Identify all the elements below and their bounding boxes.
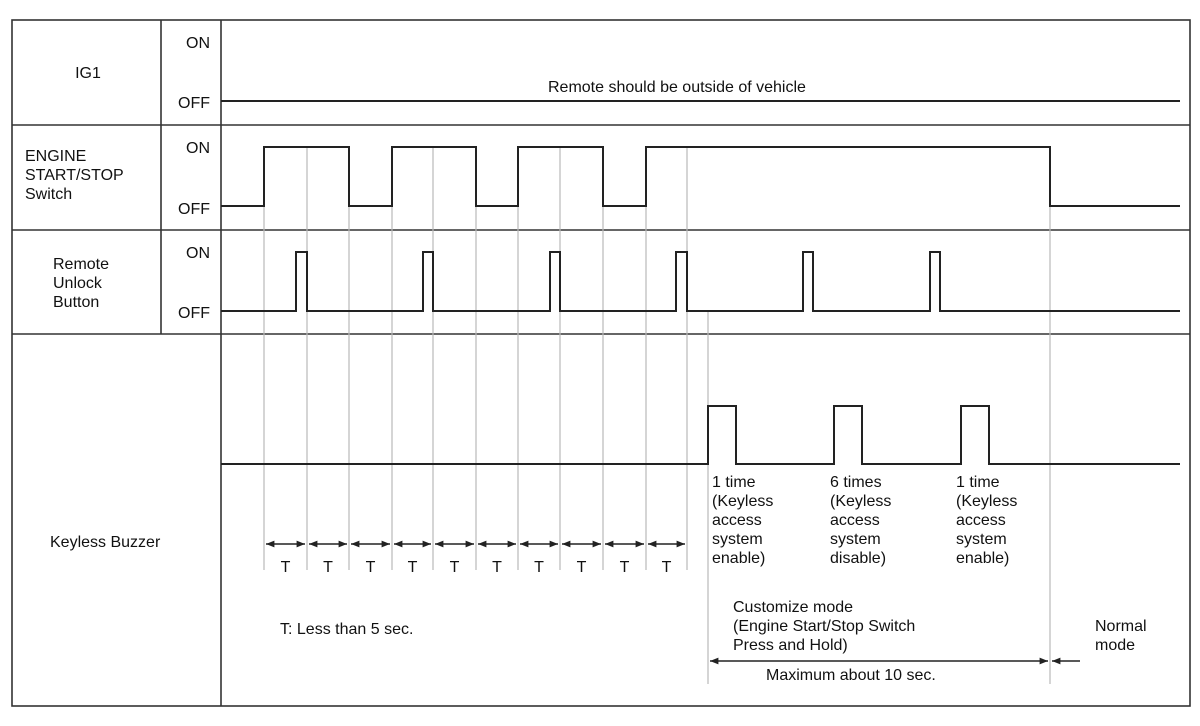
interval-label: T	[534, 559, 544, 576]
buzzer-note-3: 1 time (Keyless access system enable)	[956, 474, 1018, 567]
interval-label: T	[407, 559, 418, 576]
engine-switch-on-label: ON	[186, 140, 210, 157]
row-label-keyless-buzzer: Keyless Buzzer	[50, 534, 161, 551]
interval-label: T	[492, 559, 502, 576]
remote-unlock-off-label: OFF	[178, 305, 210, 322]
ig1-off-label: OFF	[178, 95, 210, 112]
timing-guide-lines	[264, 147, 1050, 684]
buzzer-note-2: 6 times (Keyless access system disable)	[830, 474, 892, 567]
interval-label: T	[661, 559, 672, 576]
customize-duration-label: Maximum about 10 sec.	[766, 667, 936, 684]
keyless-buzzer-waveform	[221, 406, 1180, 464]
customize-mode-label: Customize mode (Engine Start/Stop Switch Press and Hold)	[733, 599, 916, 654]
interval-label: T	[449, 559, 460, 576]
row-label-engine-switch: ENGINE START/STOP Switch	[25, 148, 124, 203]
remote-unlock-on-label: ON	[186, 245, 210, 262]
row-label-ig1: IG1	[75, 65, 101, 82]
engine-switch-off-label: OFF	[178, 201, 210, 218]
row-label-remote-unlock: Remote Unlock Button	[53, 256, 110, 311]
ig1-on-label: ON	[186, 35, 210, 52]
remote-unlock-waveform	[221, 252, 1180, 311]
interval-label: T	[323, 559, 333, 576]
interval-label: T	[576, 559, 587, 576]
buzzer-note-1: 1 time (Keyless access system enable)	[712, 474, 774, 567]
interval-legend: T: Less than 5 sec.	[280, 621, 414, 638]
ig1-note: Remote should be outside of vehicle	[548, 79, 806, 96]
interval-label: T	[365, 559, 376, 576]
interval-label: T	[619, 559, 630, 576]
engine-switch-waveform	[221, 147, 1180, 206]
normal-mode-label: Normal mode	[1095, 618, 1147, 654]
table-frame	[12, 20, 1190, 706]
interval-label: T	[280, 559, 291, 576]
